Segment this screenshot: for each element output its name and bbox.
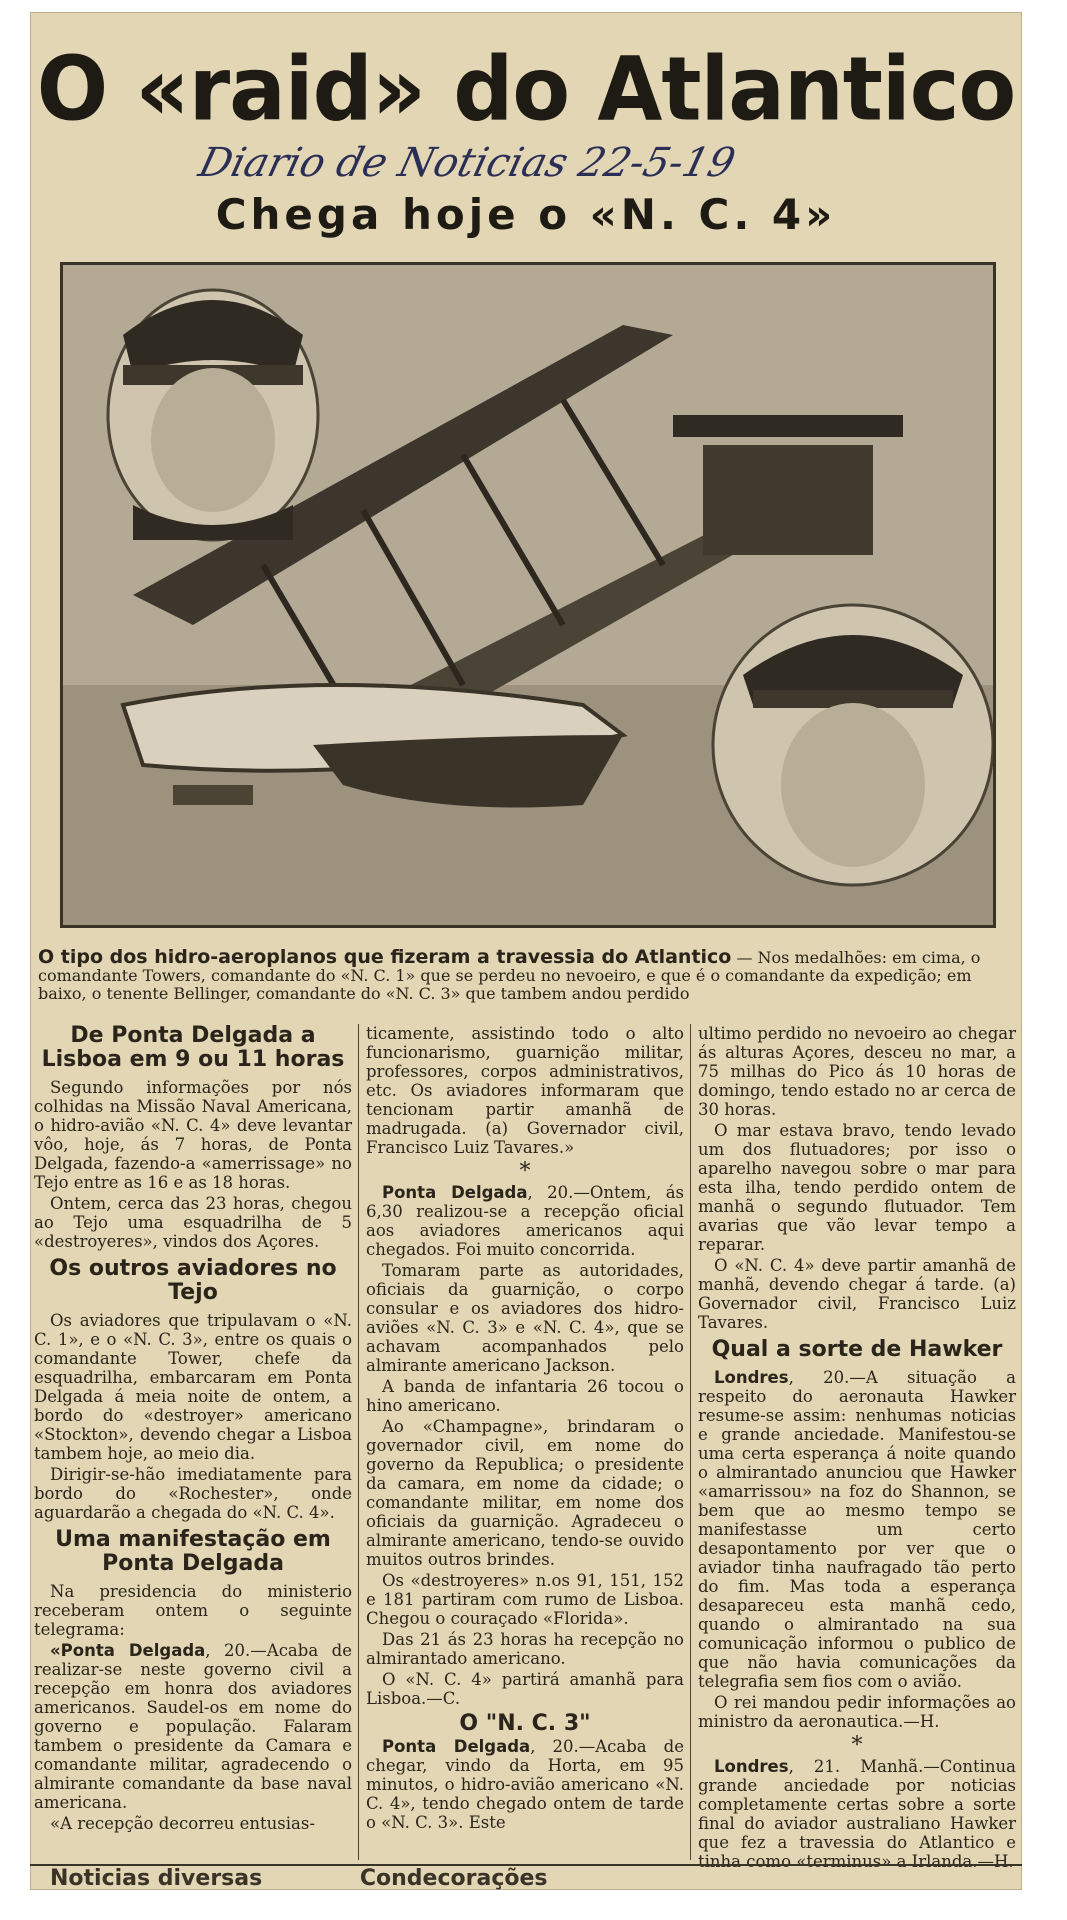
handwritten-date-note: Diario de Noticias 22-5-19 <box>194 140 740 186</box>
paragraph-text: , 20.—Acaba de realizar-se neste governo civil a recepção em honra dos aviadores americanos. Saudel-os em nome do governo e população. Falaram tambem o presidente da Camara e comandante militar, agradecendo o almirante comandante da base naval americana. <box>34 1641 352 1812</box>
paragraph-text: , 20.—A situação a respeito do aeronauta Hawker resume-se assim: nenhumas noticias e grande anciedade. Manifestou-se uma certa esperança á noite quando o almirantado anunciou que Hawker «amarrissou» na foz do Shannon, se bem que ao mesmo tempo se manifestasse um certo desapontamento por ver que o aviador tinha naufragado tão perto do fim. Mas toda a esperança desapareceu esta manhã cedo, quando o almirantado na sua comunicação informou o publico de que não havia comunicações da telegrafia sem fios com o avião. <box>698 1368 1016 1691</box>
headline-subtitle: Chega hoje o «N. C. 4» <box>215 190 837 239</box>
paragraph-text: , 20.—Acaba de chegar, vindo da Horta, em 95 minutos, o hidro-avião americano «N. C. 4», tendo chegado ontem de tarde o «N. C. 3». Este <box>366 1737 684 1832</box>
paragraph-text: , 21. Manhã.—Continua grande anciedade por noticias completamente certas sobre a sorte final do aviador australiano Hawker que fez a travessia do Atlantico e tinha como «terminus» a Irlanda.—H. <box>698 1757 1016 1871</box>
next-page-strip <box>30 1864 1022 1890</box>
article-column-3 <box>698 1024 1016 1873</box>
dateline-place: Ponta Delgada <box>382 1737 531 1756</box>
heading-outros-aviadores: Os outros aviadores no Tejo <box>49 1256 337 1305</box>
section-separator-star: * <box>519 1159 531 1184</box>
paragraph: «A recepção decorreu entusias- <box>50 1814 315 1833</box>
dateline-place: «Ponta Delgada <box>50 1641 206 1660</box>
medallion-towers <box>108 290 318 540</box>
newspaper-clipping <box>30 12 1022 1890</box>
paragraph: Os «destroyeres» n.os 91, 151, 152 e 181 partiram com rumo de Lisboa. Chegou o couraçado «Florida». <box>366 1571 684 1628</box>
paragraph: ticamente, assistindo todo o alto funcionarismo, guarnição militar, professores, corpos administrativos, etc. Os aviadores informaram que tencionam partir amanhã de madrugada. (a) Governador civil, Francisco Luiz Tavares.» <box>366 1024 684 1157</box>
paragraph-dispatch <box>698 1368 1016 1691</box>
paragraph: Ontem, cerca das 23 horas, chegou ao Tejo uma esquadrilha de 5 «destroyeres», vindos dos Açores. <box>34 1194 352 1251</box>
dateline-place: Ponta Delgada <box>382 1183 528 1202</box>
paragraph: ultimo perdido no nevoeiro ao chegar ás alturas Açores, desceu no mar, a 75 milhas do Pico ás 10 horas de domingo, tendo estado no ar cerca de 30 horas. <box>698 1024 1016 1119</box>
column-rule-2 <box>690 1024 691 1860</box>
heading-nc3: O "N. C. 3" <box>459 1711 591 1736</box>
seaplane-photo <box>60 262 996 928</box>
paragraph-telegram <box>34 1641 352 1812</box>
caption-text: — Nos medalhões: em cima, o comandante Towers, comandante do «N. C. 1» que se perdeu no nevoeiro, e que é o comandante da expedição; em baixo, o tenente Bellinger, comandante do «N. C. 3» que tambem andou perdido <box>38 948 981 1003</box>
paragraph: Ao «Champagne», brindaram o governador civil, em nome do governo da Republica; o presidente da camara, em nome da cidade; o comandante militar, em nome dos oficiais da guarnição. Agradeceu o almirante americano, tendo-se ouvido muitos outros brindes. <box>366 1417 684 1569</box>
seaplane-illustration <box>63 265 993 925</box>
paragraph: Tomaram parte as autoridades, oficiais da guarnição, o corpo consular e os aviadores dos hidro-aviões «N. C. 3» e «N. C. 4», que se achavam acompanhados pelo almirante americano Jackson. <box>366 1261 684 1375</box>
paragraph: O «N. C. 4» deve partir amanhã de manhã, devendo chegar á tarde. (a) Governador civil, Francisco Luiz Tavares. <box>698 1256 1016 1332</box>
headline-title: O «raid» do Atlantico <box>36 37 1016 141</box>
strip-heading-condecoracoes: Condecorações <box>359 1866 548 1890</box>
caption-lead: O tipo dos hidro-aeroplanos que fizeram a travessia do Atlantico <box>38 946 732 968</box>
article-column-2 <box>366 1024 684 1834</box>
paragraph-dispatch <box>698 1757 1016 1871</box>
paragraph: A banda de infantaria 26 tocou o hino americano. <box>366 1377 684 1415</box>
heading-sorte-hawker: Qual a sorte de Hawker <box>711 1337 1003 1362</box>
paragraph: O «N. C. 4» partirá amanhã para Lisboa.—C. <box>366 1670 684 1708</box>
strip-heading-noticias: Noticias diversas <box>50 1866 263 1890</box>
medallion-bellinger <box>713 605 993 885</box>
heading-ponta-delgada-lisboa: De Ponta Delgada a Lisboa em 9 ou 11 horas <box>41 1023 345 1072</box>
paragraph: Segundo informações por nós colhidas na Missão Naval Americana, o hidro-avião «N. C. 4» deve levantar vôo, hoje, ás 7 horas, de Ponta Delgada, fazendo-a «amerrissage» no Tejo entre as 16 e as 18 horas. <box>34 1078 352 1192</box>
paragraph: Os aviadores que tripulavam o «N. C. 1», e o «N. C. 3», entre os quais o comandante Tower, chefe da esquadrilha, embarcaram em Ponta Delgada á meia noite de ontem, a bordo do «destroyer» americano «Stockton», devendo chegar a Lisboa tambem hoje, ao meio dia. <box>34 1311 352 1463</box>
dateline-place: Londres <box>714 1368 789 1387</box>
paragraph-dispatch <box>366 1183 684 1259</box>
photo-caption <box>38 948 1014 1003</box>
column-rule-1 <box>358 1024 359 1860</box>
heading-manifestacao: Uma manifestação em Ponta Delgada <box>55 1527 331 1576</box>
paragraph: Das 21 ás 23 horas ha recepção no almirantado americano. <box>366 1630 684 1668</box>
paragraph-dispatch <box>366 1737 684 1832</box>
paragraph: Dirigir-se-hão imediatamente para bordo do «Rochester», onde aguardarão a chegada do «N. C. 4». <box>34 1465 352 1522</box>
section-separator-star: * <box>851 1733 863 1758</box>
article-column-1 <box>34 1024 352 1835</box>
paragraph-text: , 20.—Ontem, ás 6,30 realizou-se a recepção oficial aos aviadores americanos aqui chegados. Foi muito concorrida. <box>366 1183 684 1259</box>
paragraph: O mar estava bravo, tendo levado um dos flutuadores; por isso o aparelho navegou sobre o mar para esta ilha, tendo perdido ontem de manhã o segundo flutuador. Tem avarias que vão levar tempo a reparar. <box>698 1121 1016 1254</box>
paragraph: O rei mandou pedir informações ao ministro da aeronautica.—H. <box>698 1693 1016 1731</box>
dateline-place: Londres <box>714 1757 789 1776</box>
paragraph: Na presidencia do ministerio receberam ontem o seguinte telegrama: <box>34 1582 352 1639</box>
